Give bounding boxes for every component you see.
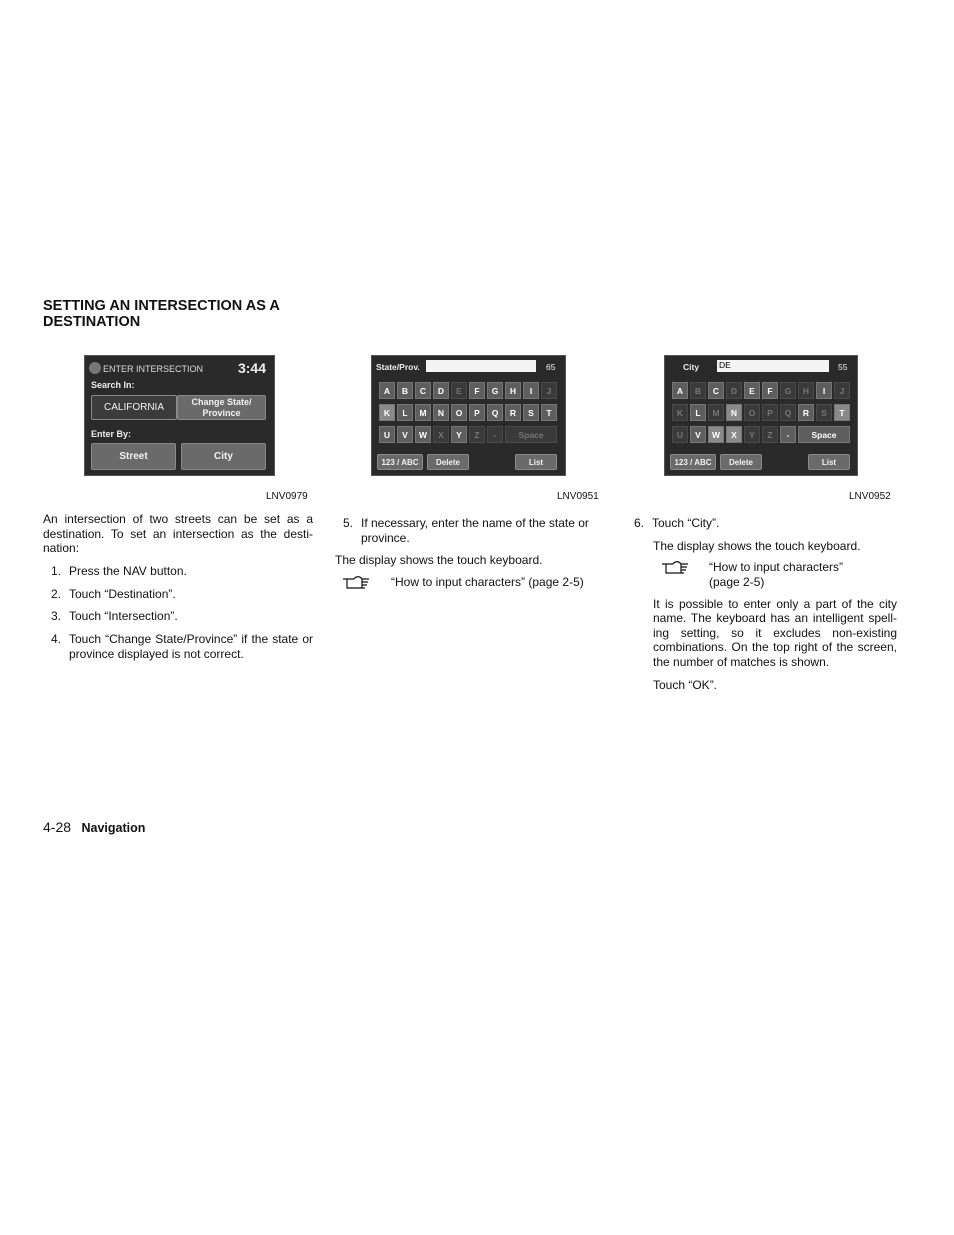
key-t[interactable]: T [541,404,557,421]
clock-time: 3:44 [237,360,266,376]
steps-list [43,564,313,662]
state-display: CALIFORNIA [91,395,177,420]
key-o[interactable]: O [451,404,467,421]
key-y[interactable]: Y [451,426,467,443]
intro-paragraph: An intersection of two streets can be set as a destination. To set an intersection as the desti-nation: [43,512,313,556]
touch-ok-text: Touch “OK”. [653,677,718,692]
key-h[interactable]: H [505,382,521,399]
page-reference: “How to input characters” (page 2-5) [335,575,605,590]
key-n[interactable]: N [433,404,449,421]
key-p[interactable]: P [469,404,485,421]
screen-title: ENTER INTERSECTION [103,364,204,374]
state-input[interactable] [426,360,536,372]
key-c[interactable]: C [415,382,431,399]
key-q[interactable]: Q [487,404,503,421]
figure-city-keyboard [664,355,858,476]
key-b[interactable]: B [690,382,706,399]
match-count: 55 [838,362,848,372]
key-f[interactable]: F [469,382,485,399]
key-a[interactable]: A [379,382,395,399]
key-n[interactable]: N [726,404,742,421]
section-heading: SETTING AN INTERSECTION AS A DESTINATION [43,298,280,330]
column-1 [43,512,313,670]
city-button[interactable]: City [181,443,266,470]
list-item: 1. Press the NAV button. [51,563,187,578]
delete-button[interactable]: Delete [720,454,762,470]
city-input[interactable]: DE [717,360,829,372]
mode-button[interactable]: 123 / ABC [377,454,423,470]
key-w[interactable]: W [415,426,431,443]
key-i[interactable]: I [816,382,832,399]
display-text: The display shows the touch keyboard. [653,538,861,553]
key-h[interactable]: H [798,382,814,399]
figure-label: LNV0952 [849,491,891,502]
key-e[interactable]: E [744,382,760,399]
figure-label: LNV0951 [557,491,599,502]
enter-by-label: Enter By: [91,429,132,439]
key-y[interactable]: Y [744,426,760,443]
key-j[interactable]: J [834,382,850,399]
match-count: 65 [546,362,556,372]
key-z[interactable]: Z [762,426,778,443]
key-k[interactable]: K [379,404,395,421]
figure-state-keyboard [371,355,566,476]
key-w[interactable]: W [708,426,724,443]
key-z[interactable]: Z [469,426,485,443]
key-u[interactable]: U [379,426,395,443]
page-number: 4-28 [43,819,72,835]
list-item: 2. Touch “Destination”. [51,586,176,601]
page-footer [43,819,145,837]
change-state-button[interactable]: Change State/ Province [177,395,266,420]
steps-list [335,516,605,545]
figure-enter-intersection [84,355,275,476]
city-info-paragraph: It is possible to enter only a part of the city name. The keyboard has an intelligent spell-ing setting, so it excludes non-existing combinations. On the top right of the screen, the number of matches is shown. [653,596,897,669]
list-button[interactable]: List [515,454,557,470]
figure-label: LNV0979 [266,491,308,502]
key-r[interactable]: R [798,404,814,421]
key-j[interactable]: J [541,382,557,399]
key-d[interactable]: D [433,382,449,399]
key-b[interactable]: B [397,382,413,399]
field-label: City [683,362,700,372]
pointing-hand-icon [341,573,371,591]
page-reference: “How to input characters” (page 2-5) [626,560,897,589]
column-2 [335,516,605,590]
search-in-label: Search In: [91,380,135,390]
key-dash[interactable]: - [487,426,503,443]
key-r[interactable]: R [505,404,521,421]
key-d[interactable]: D [726,382,742,399]
key-v[interactable]: V [690,426,706,443]
key-dash[interactable]: - [780,426,796,443]
key-g[interactable]: G [487,382,503,399]
key-m[interactable]: M [708,404,724,421]
key-u[interactable]: U [672,426,688,443]
list-item: 5. If necessary, enter the name of the state or province. [343,516,589,545]
key-g[interactable]: G [780,382,796,399]
list-item: 3. Touch “Intersection”. [51,609,178,624]
key-l[interactable]: L [397,404,413,421]
key-i[interactable]: I [523,382,539,399]
key-p[interactable]: P [762,404,778,421]
column-3 [626,516,897,692]
key-k[interactable]: K [672,404,688,421]
list-item: 4. Touch “Change State/Province” if the state or province displayed is not correct. [51,632,313,661]
steps-list [626,516,897,531]
delete-button[interactable]: Delete [427,454,469,470]
field-label: State/Prov. [376,362,420,372]
section-name: Navigation [81,821,146,835]
key-f[interactable]: F [762,382,778,399]
key-q[interactable]: Q [780,404,796,421]
street-button[interactable]: Street [91,443,176,470]
key-v[interactable]: V [397,426,413,443]
key-x[interactable]: X [726,426,742,443]
key-a[interactable]: A [672,382,688,399]
key-e[interactable]: E [451,382,467,399]
key-t[interactable]: T [834,404,850,421]
key-s[interactable]: S [816,404,832,421]
key-s[interactable]: S [523,404,539,421]
list-button[interactable]: List [808,454,850,470]
space-key[interactable]: Space [505,426,557,443]
nav-icon [89,362,101,374]
key-o[interactable]: O [744,404,760,421]
key-m[interactable]: M [415,404,431,421]
key-c[interactable]: C [708,382,724,399]
mode-button[interactable]: 123 / ABC [670,454,716,470]
key-x[interactable]: X [433,426,449,443]
space-key[interactable]: Space [798,426,850,443]
key-l[interactable]: L [690,404,706,421]
list-item: 6. Touch “City”. [634,516,720,530]
pointing-hand-icon [660,558,690,576]
display-text: The display shows the touch keyboard. [335,553,543,568]
